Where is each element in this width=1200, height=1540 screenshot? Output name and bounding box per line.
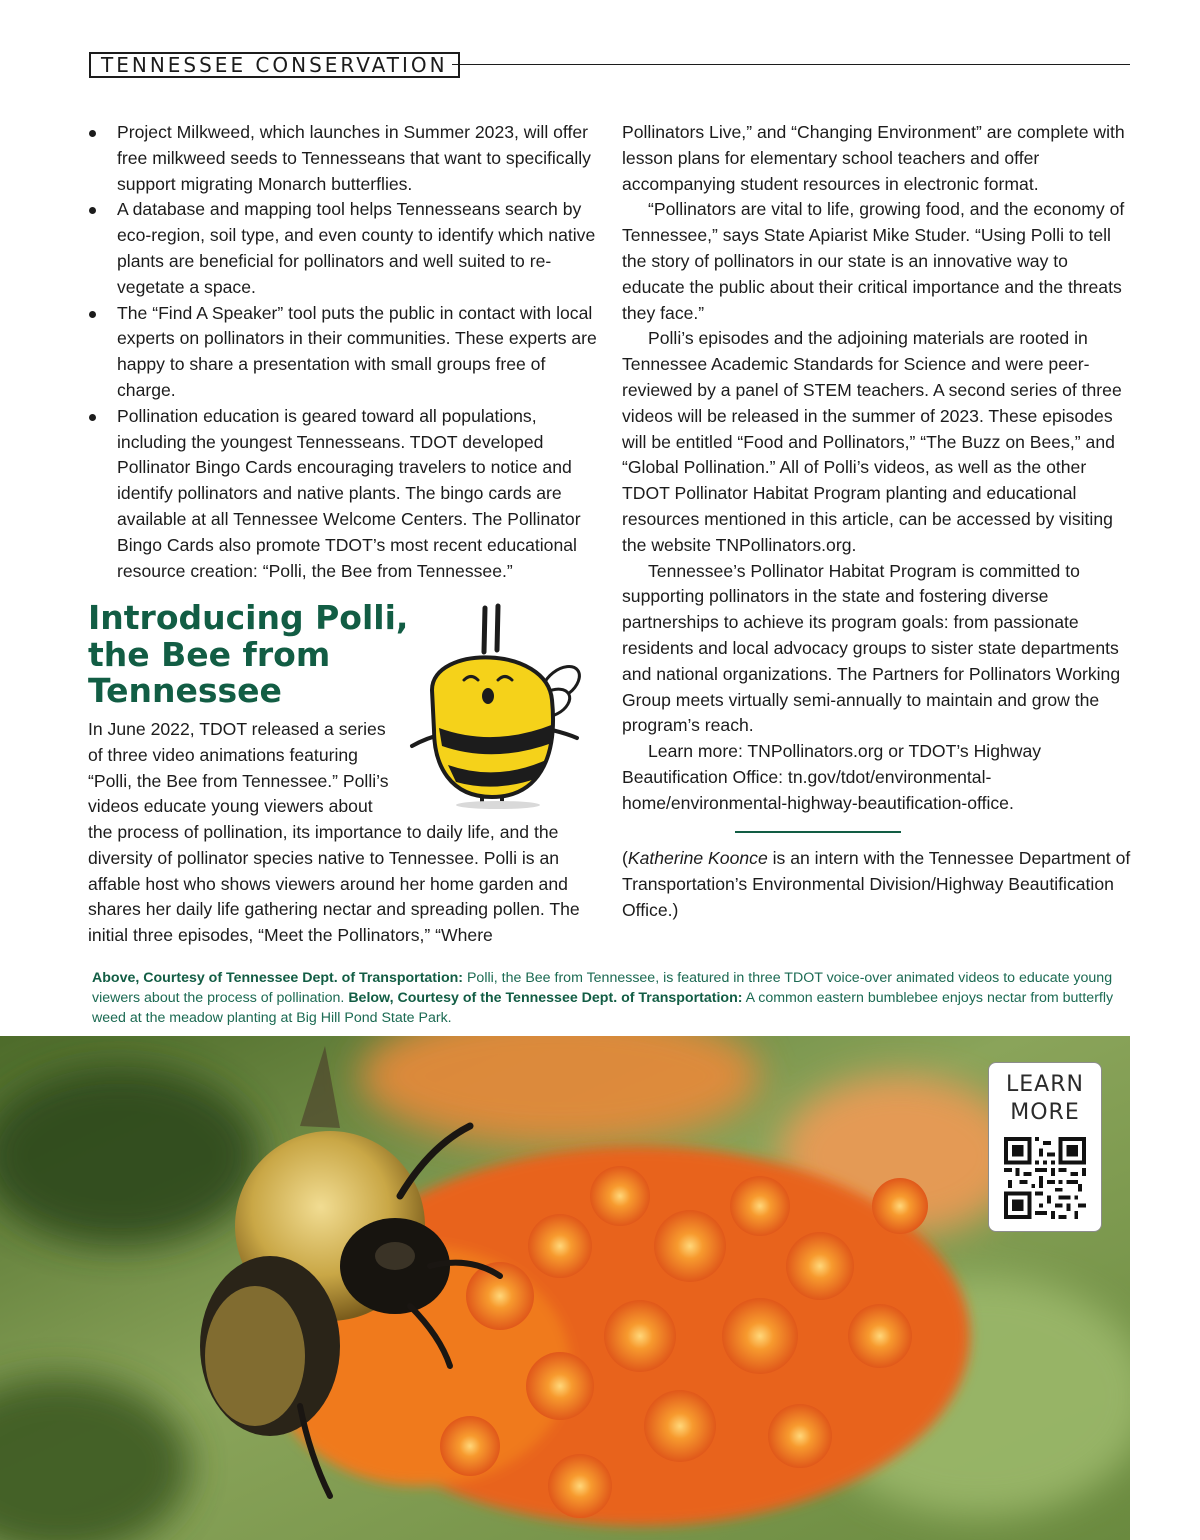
learn-more-line-2: MORE xyxy=(1010,1100,1080,1125)
polli-bee-illustration xyxy=(402,600,597,810)
learn-more-line-1: LEARN xyxy=(1006,1072,1084,1097)
section-heading: Introducing Polli, the Bee from Tennessee xyxy=(88,598,409,710)
bio-open-paren: ( xyxy=(622,848,628,868)
bullet-item-milkweed: Project Milkweed, which launches in Summer 2023, will offer free milkweed seeds to Tennesseans that want to specifically support migrating Monarch butterflies. xyxy=(86,120,598,197)
learn-more-qr-box[interactable] xyxy=(988,1062,1102,1232)
paragraph-apiarist-quote: “Pollinators are vital to life, growing food, and the economy of Tennessee,” says State Apiarist Mike Studer. “Using Polli to tell the story of pollinators in our state is an innovative way to educate the public about their critical importance and the threats they face.” xyxy=(622,199,1125,323)
bio-text: is an intern with the Tennessee Department of Transportation’s Environmental Division/Highway Beautification Office.) xyxy=(622,848,1131,920)
bullet-item-education: Pollination education is geared toward all populations, including the youngest Tennesseans. TDOT developed Pollinator Bingo Cards encouraging travelers to notice and identify pollinators and native plants. The bingo cards are available at all Tennessee Welcome Centers. The Pollinator Bingo Cards also promote TDOT’s most recent educational resource creation: “Polli, the Bee from Tennessee.” xyxy=(86,404,598,585)
caption-above-label: Above, Courtesy of Tennessee Dept. of Transportation: xyxy=(92,970,464,986)
bullet-item-database: A database and mapping tool helps Tennesseans search by eco-region, soil type, and even county to identify which native plants are beneficial for pollinators and well suited to re-vegetate a space. xyxy=(86,197,598,300)
bumblebee-photo-art xyxy=(0,1036,1130,1540)
paragraph-lesson-plans: Pollinators Live,” and “Changing Environment” are complete with lesson plans for elementary school teachers and offer accompanying student resources in electronic format. xyxy=(622,122,1125,194)
learn-more-label xyxy=(989,1071,1101,1127)
author-bio xyxy=(622,846,1134,923)
bumblebee-photo xyxy=(0,1036,1130,1540)
intro-paragraph-start: In June 2022, TDOT released a series of three video animations featuring “Polli, the Bee from Tennessee.” Polli’s videos educate young viewers about xyxy=(88,719,389,817)
caption-above-text: Polli, the Bee from Tennessee, is featured in three TDOT voice-over animated videos to educate young viewers about the process of pollination. xyxy=(92,970,1113,1006)
running-title: TENNESSEE CONSERVATION xyxy=(89,52,460,78)
paragraph-standards: Polli’s episodes and the adjoining materials are rooted in Tennessee Academic Standards for Science and were peer-reviewed by a panel of STEM teachers. A second series of three videos will be released in the summer of 2023. These episodes will be entitled “Food and Pollinators,” “The Buzz on Bees,” and “Global Pollination.” All of Polli’s videos, as well as the other TDOT Pollinator Habitat Program planting and educational resources mentioned in this article, can be accessed by visiting the website TNPollinators.org. xyxy=(622,328,1122,555)
left-column xyxy=(86,120,598,584)
caption-below-label: Below, Courtesy of the Tennessee Dept. of Transportation: xyxy=(348,990,743,1006)
paragraph-learn-more: Learn more: TNPollinators.org or TDOT’s Highway Beautification Office: tn.gov/tdot/environmental-home/environmental-highway-beautification-office. xyxy=(622,741,1042,813)
bio-divider xyxy=(735,831,901,833)
bullet-item-speaker: The “Find A Speaker” tool puts the public in contact with local experts on pollinators in their communities. These experts are happy to share a presentation with small groups free of charge. xyxy=(86,301,598,404)
header-rule xyxy=(452,64,1130,65)
author-name: Katherine Koonce xyxy=(627,848,768,868)
caption-below-text: A common eastern bumblebee enjoys nectar from butterfly weed at the meadow planting at Big Hill Pond State Park. xyxy=(92,990,1114,1026)
paragraph-habitat-program: Tennessee’s Pollinator Habitat Program is committed to supporting pollinators in the state and fostering diverse partnerships to achieve its program goals: from passionate residents and local advocacy groups to sister state departments and national organizations. The Partners for Pollinators Working Group meets virtually semi-annually to maintain and grow the program’s reach. xyxy=(622,560,1121,736)
bullet-list xyxy=(86,120,598,584)
qr-code-icon[interactable] xyxy=(1004,1137,1086,1219)
photo-caption xyxy=(92,968,1127,1028)
intro-paragraph-continued: the process of pollination, its importance to daily life, and the diversity of pollinator species native to Tennessee. Polli is an affable host who shows viewers around her home garden and shares her daily life gathering nectar and spreading pollen. The initial three episodes, “Meet the Pollinators,” “Where xyxy=(88,822,580,946)
right-column xyxy=(622,120,1134,817)
